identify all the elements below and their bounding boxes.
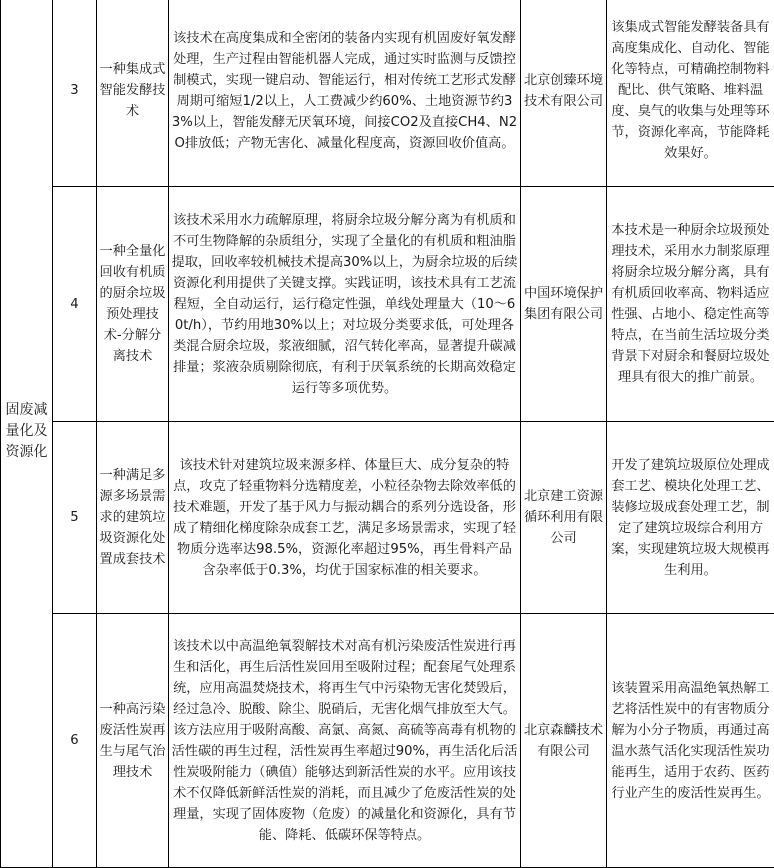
organization-name: 中国环境保护集团有限公司: [521, 187, 607, 422]
technology-name: 一种全量化回收有机质的厨余垃圾预处理技术-分解分离技术: [97, 187, 169, 422]
table-row: [1, 0, 774, 187]
organization-name: 北京建工资源循环利用有限公司: [521, 422, 607, 614]
organization-name: 北京森麟技术有限公司: [521, 614, 607, 868]
table-row: [1, 422, 774, 614]
technology-note: 本技术是一种厨余垃圾预处理技术，采用水力制浆原理将厨余垃圾分解分离，具有有机质回收率高、物料适应性强、占地小、稳定性高等特点，在当前生活垃圾分类背景下对厨余和餐厨垃圾处理具有很大的推广前景。: [607, 187, 774, 422]
technology-name: 一种满足多源多场景需求的建筑垃圾资源化处置成套技术: [97, 422, 169, 614]
technology-note: 该集成式智能发酵装备具有高度集成化、自动化、智能化等特点，可精确控制物料配比、供气策略、堆料温度、臭气的收集与处理等环节，资源化率高，节能降耗效果好。: [607, 0, 774, 187]
row-number: 6: [53, 614, 97, 868]
technology-note: 开发了建筑垃圾原位处理成套工艺、模块化处理工艺、装修垃圾成套处理工艺，制定了建筑垃圾综合利用方案，实现建筑垃圾大规模再生利用。: [607, 422, 774, 614]
table-row: [1, 187, 774, 422]
technology-description: 该技术针对建筑垃圾来源多样、体量巨大、成分复杂的特点，攻克了轻重物料分选精度差，小粒径杂物去除效率低的技术难题，开发了基于风力与振动耦合的系列分选设备，形成了精细化梯度除杂成套工艺，满足多场景需求，实现了轻物质分选率达98.5%，资源化率超过95%，再生骨料产品含杂率低于0.3%，均优于国家标准的相关要求。: [169, 422, 521, 614]
technology-name: 一种高污染废活性炭再生与尾气治理技术: [97, 614, 169, 868]
technology-description: 该技术采用水力疏解原理，将厨余垃圾分解分离为有机质和不可生物降解的杂质组分，实现了全量化的有机质和粗油脂提取，回收率较机械技术提高30%以上，为厨余垃圾的后续资源化利用提供了关键支撑。实践证明，该技术具有工艺流程短，全自动运行，运行稳定性强，单线处理量大（10～60t/h），节约用地30%以上；对垃圾分类要求低，可处理各类混合厨余垃圾，浆液细腻，沼气转化率高，显著提升碳减排量；浆液杂质剔除彻底，有利于厌氧系统的长期高效稳定运行等多项优势。: [169, 187, 521, 422]
category-cell: 固废减量化及资源化: [1, 0, 53, 868]
organization-name: 北京创臻环境技术有限公司: [521, 0, 607, 187]
table-row: [1, 614, 774, 868]
technology-name: 一种集成式智能发酵技术: [97, 0, 169, 187]
technology-description: 该技术在高度集成和全密闭的装备内实现有机固废好氧发酵处理，生产过程由智能机器人完成，通过实时监测与反馈控制模式，实现一键启动、智能运行，相对传统工艺形式发酵周期可缩短1/2以上，人工费减少约60%、土地资源节约33%以上，智能发酵无厌氧环境，间接CO2及直接CH4、N2O排放低；产物无害化、减量化程度高，资源回收价值高。: [169, 0, 521, 187]
technology-description: 该技术以中高温绝氧裂解技术对高有机污染废活性炭进行再生和活化，再生后活性炭回用至吸附过程；配套尾气处理系统，应用高温焚烧技术，将再生气中污染物无害化焚毁后，经过急冷、脱酸、除尘、脱硝后，无害化烟气排放至大气。该方法应用于吸附高酸、高氯、高氮、高硫等高毒有机物的活性碳的再生过程，活性炭再生率超过90%，再生活化后活性炭吸附能力（碘值）能够达到新活性炭的水平。应用该技术不仅降低新鲜活性炭的消耗，而且减少了危废活性炭的处理量，实现了固体废物（危废）的减量化和资源化，具有节能、降耗、低碳环保等特点。: [169, 614, 521, 868]
row-number: 5: [53, 422, 97, 614]
row-number: 4: [53, 187, 97, 422]
row-number: 3: [53, 0, 97, 187]
technology-note: 该装置采用高温绝氧热解工艺将活性炭中的有害物质分解为小分子物质，再通过高温水蒸气活化实现活性炭功能再生，适用于农药、医药行业产生的废活性炭再生。: [607, 614, 774, 868]
